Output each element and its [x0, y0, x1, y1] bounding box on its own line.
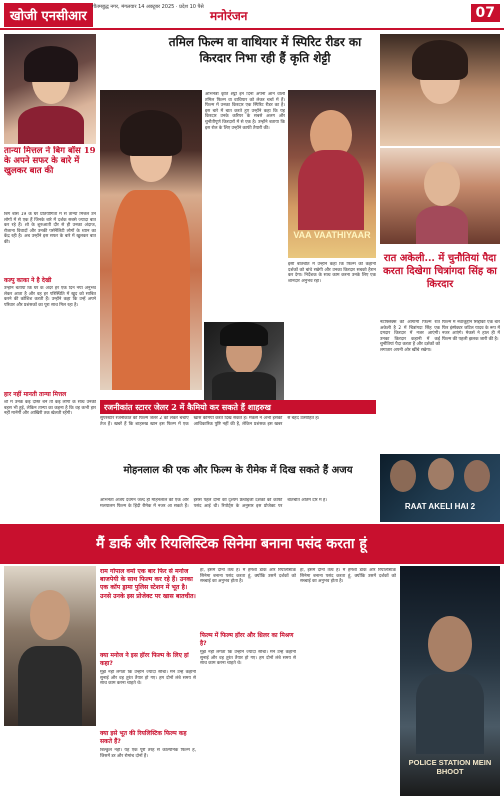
left-body-3: शो में उनके कई दोस्त बने तो कई लोगों के साथ उनकी बहस भी हुई, लेकिन तान्या का कहना है कि वह कभी हार नहीं मानेंगी और आखिरी तक खेलती रहेंगी। [4, 400, 96, 417]
center-headline: तमिल फिल्म वा वाथियार में स्पिरिट रीडर का किरदार निभा रही हैं कृति शेट्टी [168, 35, 362, 65]
middle-body: अभिनेता अजय देवगन जल्द ही मोहनलाल की एक और मलयालम फिल्म के हिंदी रीमेक में नजर आ सकते हैं। इससे पहले दोनों की दृश्यम फ्रेंचाइजी दर्शकों को काफी पसंद आई थी। रिपोर्ट्स के अनुसार इस प्रोजेक्ट पर बातचीत अंतिम दौर में है। [100, 498, 327, 509]
chitrangada-photo-2 [380, 148, 500, 244]
left-body: बिग बॉस 19 के घर प्रतियोगिता में से तान्या मित्तल उन लोगों में से एक हैं जिनके बारे में दर्शक सबसे ज्यादा बात कर रहे हैं। शो के शुरुआती दौर से ही उनका अंदाज, रोजाना विवादों और उनकी पर्सनैलिटी लोगों के ध्यान का केंद्र रही है। अब उन्होंने इस सफर के बारे में खुलकर बात की। [4, 212, 96, 245]
chitrangada-photo-top [380, 34, 500, 146]
ram-gopal-varma-photo [4, 566, 96, 726]
raat-akeli-poster [380, 454, 500, 522]
bottom-col2b: मुझे नहीं लगता कि उन्होंने ज्यादा सोचा। मैंने उन्हें कहानी सुनाई और वह तुरंत तैयार हो गए। हम दोनों लंबे समय से साथ काम करना चाहते थे। [200, 650, 296, 667]
left-subhead-1: कल्पु काका ने है देखी [4, 277, 52, 284]
middle-headline: मोहनलाल की एक और फिल्म के रीमेक में दिख सकते हैं अजय [123, 465, 353, 476]
masthead [0, 0, 504, 30]
rajini-headline: रजनीकांत स्टारर जेलर 2 में कैमियो कर सकते हैं शाहरुख [104, 402, 271, 412]
poster-title: VAA VAATHIYAAR [293, 230, 371, 240]
page-number: 07 [471, 4, 500, 22]
police-station-title: POLICE STATION MEIN BHOOT [408, 758, 492, 776]
bottom-intro: राम गोपाल वर्मा एक बार फिर से मनोज बाजपेयी के साथ फिल्म कर रहे हैं। उनका एक कॉप ड्रामा पुलिस स्टेशन में भूत है। उनसे उनके इस प्रोजेक्ट पर खास बातचीत। [100, 568, 196, 600]
right-body-2: फिल्म में नवाजुद्दीन सिद्दीकी एक बार फिर इंस्पेक्टर जटिल यादव के रूप में नजर आएंगे। मेकर्स ने हाल ही में फिल्म की पहली झलक जारी की है। [442, 320, 500, 342]
center-body-2: इसी बातचीत में उन्होंने कहा कि फिल्म की कहानी दर्शकों को बांधे रखेगी और उनका किरदार सबको हैरान कर देगा। निर्देशक के साथ काम करना उनके लिए एक शानदार अनुभव रहा। [288, 262, 376, 284]
right-headline: रात अकेली... में चुनौतियां पैदा करता दिखेगा चित्रांगदा सिंह का किरदार [383, 253, 497, 290]
krithi-shetty-photo [100, 90, 202, 390]
left-subhead-2: हार नहीं मानती तान्या मित्तल [4, 391, 67, 398]
edition-line: गौतमबुद्ध नगर, मंगलवार 14 अक्टूबर 2025 · प्रदेश 10 पैसे [92, 4, 204, 10]
right-body: नेटफ्लिक्स की आगामी फिल्म रात अकेली है 2 में चित्रांगदा सिंह एक दमदार किरदार में नजर आएंगी। उनका किरदार कहानी में कई चुनौतियां पैदा करता है और दर्शकों को लगातार अपनी ओर खींचे रखेगा। [380, 320, 440, 353]
bottom-col2: हां, इसमें दोनों तत्व हैं। मैं हमेशा डार्क और रियलिस्टिक सिनेमा बनाना पसंद करता हूं, क्योंकि उसमें दर्शकों को सच्चाई का अनुभव होता है। [200, 568, 296, 585]
bottom-headline: मैं डार्क और रियलिस्टिक सिनेमा बनाना पसंद करता हूं [96, 536, 367, 552]
bottom-question-2: क्या इसे भूत की रियलिस्टिक फिल्म कह सकते हैं? [100, 730, 187, 745]
vaa-vaathiyaar-poster [288, 90, 376, 258]
bottom-body-1: मुझे नहीं लगता कि उन्होंने ज्यादा सोचा। मैंने उन्हें कहानी सुनाई और वह तुरंत तैयार हो गए। हम दोनों लंबे समय से साथ काम करना चाहते थे। [100, 670, 196, 687]
left-headline: तान्या मित्तल ने बिग बॉस 19 के अपने सफर के बारे में खुलकर बात की [4, 146, 96, 176]
bottom-question-3: फिल्म में फिल्म हॉरर और थ्रिलर का मिश्रण है? [200, 632, 294, 647]
shahrukh-photo [204, 322, 284, 400]
brand-logo: खोजी एनसीआर [4, 3, 93, 27]
tanya-mittal-photo [4, 34, 96, 144]
rajini-headline-banner [100, 400, 376, 414]
section-title: मनोरंजन [210, 9, 248, 23]
left-body-2: उन्होंने बताया कि घर के अंदर हर एक दिन नया अनुभव लेकर आता है और वह हर परिस्थिति में खुद को साबित करने की कोशिश करती हैं। उन्होंने कहा कि उन्हें अपने परिवार और प्रशंसकों का पूरा साथ मिल रहा है। [4, 286, 96, 308]
raat-akeli-title: RAAT AKELI HAI 2 [404, 502, 476, 511]
bottom-col3: हां, इसमें दोनों तत्व हैं। मैं हमेशा डार्क और रियलिस्टिक सिनेमा बनाना पसंद करता हूं, क्योंकि उसमें दर्शकों को सच्चाई का अनुभव होता है। [300, 568, 396, 585]
rajini-body: सुपरस्टार रजनीकांत की फिल्म जेलर 2 को लेकर चर्चाएं तेज हैं। खबरें हैं कि शाहरुख खान इस फिल्म में एक खास कैमियो करते दिख सकते हैं। मेकर्स ने अभी इसकी आधिकारिक पुष्टि नहीं की है, लेकिन प्रशंसक इस खबर से बेहद उत्साहित हैं। [100, 416, 320, 427]
bottom-question-1: क्या मनोज ने इस हॉरर फिल्म के लिए हां कहा? [100, 652, 189, 667]
center-body: अभिनेत्री कृति शेट्टी इन दिनों अपनी आने वाली तमिल फिल्म वा वाथियार को लेकर चर्चा में हैं। फिल्म में उनका किरदार एक स्पिरिट रीडर का है। इस बारे में बात करते हुए उन्होंने कहा कि यह किरदार उनके करियर के सबसे अलग और चुनौतीपूर्ण किरदारों में से एक है। उन्होंने बताया कि इस रोल के लिए उन्होंने काफी तैयारी की। [205, 92, 285, 131]
police-station-poster [400, 566, 500, 796]
bottom-headline-banner [0, 526, 504, 564]
bottom-body-2: बिल्कुल नहीं। यह एक पूरी तरह से काल्पनिक फिल्म है, जिसमें डर और रोमांच दोनों हैं। [100, 748, 196, 759]
